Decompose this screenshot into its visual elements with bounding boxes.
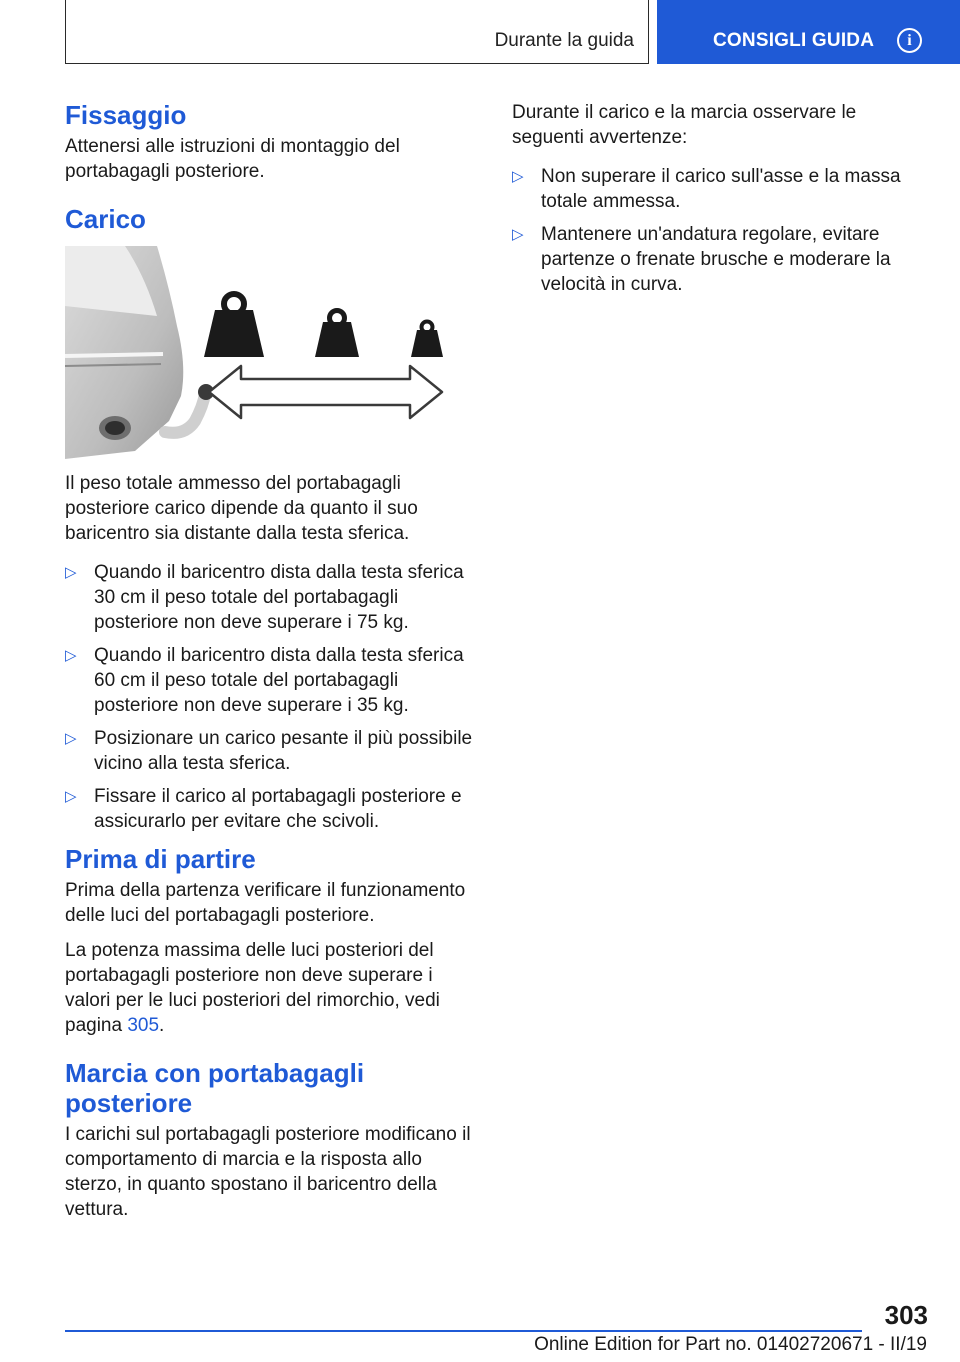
carico-list (65, 560, 477, 834)
chapter-tab-label: CONSIGLI GUIDA (713, 30, 875, 51)
triangle-bullet-icon: ▷ (65, 730, 77, 747)
load-distance-illustration (65, 246, 450, 459)
list-item: ▷ Posizionare un carico pesante il più possibile vicino alla testa sferica. (65, 728, 473, 774)
triangle-bullet-icon: ▷ (65, 564, 77, 581)
heading-prima-di-partire: Prima di partire (65, 844, 256, 874)
triangle-bullet-icon: ▷ (512, 168, 524, 185)
paragraph-prima-1: Prima della partenza verificare il funzionamento delle luci del portabagagli posteriore. (65, 880, 466, 926)
header-frame (65, 0, 649, 64)
edition-info: Online Edition for Part no. 01402720671 - II/19 (534, 1334, 927, 1355)
left-column (65, 100, 477, 1222)
list-item: ▷ Mantenere un'andatura regolare, evitare partenze o frenate brusche e moderare la velocità in curva. (512, 224, 891, 295)
page-number: 303 (884, 1300, 928, 1330)
weight-medium (315, 311, 359, 358)
heading-marcia: Marcia con portabagagli posteriore (65, 1058, 365, 1118)
weight-large (204, 294, 264, 357)
heading-carico: Carico (65, 204, 146, 234)
triangle-bullet-icon: ▷ (512, 226, 524, 243)
heading-fissaggio: Fissaggio (65, 100, 187, 130)
info-icon[interactable]: i (897, 28, 922, 53)
footer-divider (65, 1330, 862, 1332)
avvertenze-list (512, 164, 926, 297)
list-item: ▷ Non superare il carico sull'asse e la massa totale ammessa. (512, 166, 901, 212)
page-link-305[interactable]: 305 (127, 1015, 160, 1036)
distance-arrow (209, 366, 442, 418)
triangle-bullet-icon: ▷ (65, 647, 77, 664)
section-title: Durante la guida (494, 30, 634, 51)
weight-small (411, 322, 443, 358)
paragraph-carico: Il peso totale ammesso del portabagagli posteriore carico dipende da quanto il suo baricentro sia distante dalla testa sferica. (65, 473, 418, 544)
paragraph-avvertenze: Durante il carico e la marcia osservare le seguenti avvertenze: (512, 102, 857, 148)
list-item: ▷ Quando il baricentro dista dalla testa sferica 60 cm il peso totale del portabagagli posteriore non deve superare i 35 kg. (65, 645, 464, 716)
chapter-tab[interactable] (657, 0, 960, 64)
list-item: ▷ Fissare il carico al portabagagli posteriore e assicurarlo per evitare che scivoli. (65, 786, 462, 832)
list-item: ▷ Quando il baricentro dista dalla testa sferica 30 cm il peso totale del portabagagli posteriore non deve superare i 75 kg. (65, 562, 464, 633)
paragraph-fissaggio: Attenersi alle istruzioni di montaggio del portabagagli posteriore. (65, 136, 400, 182)
paragraph-marcia: I carichi sul portabagagli posteriore modificano il comportamento di marcia e la risposta allo sterzo, in quanto spostano il baricentro della vettura. (65, 1124, 471, 1220)
right-column (512, 100, 926, 305)
triangle-bullet-icon: ▷ (65, 788, 77, 805)
paragraph-prima-2: La potenza massima delle luci posteriori del portabagagli posteriore non deve superare i valori per le luci posteriori del rimorchio, vedi pagina 305. (65, 940, 440, 1036)
